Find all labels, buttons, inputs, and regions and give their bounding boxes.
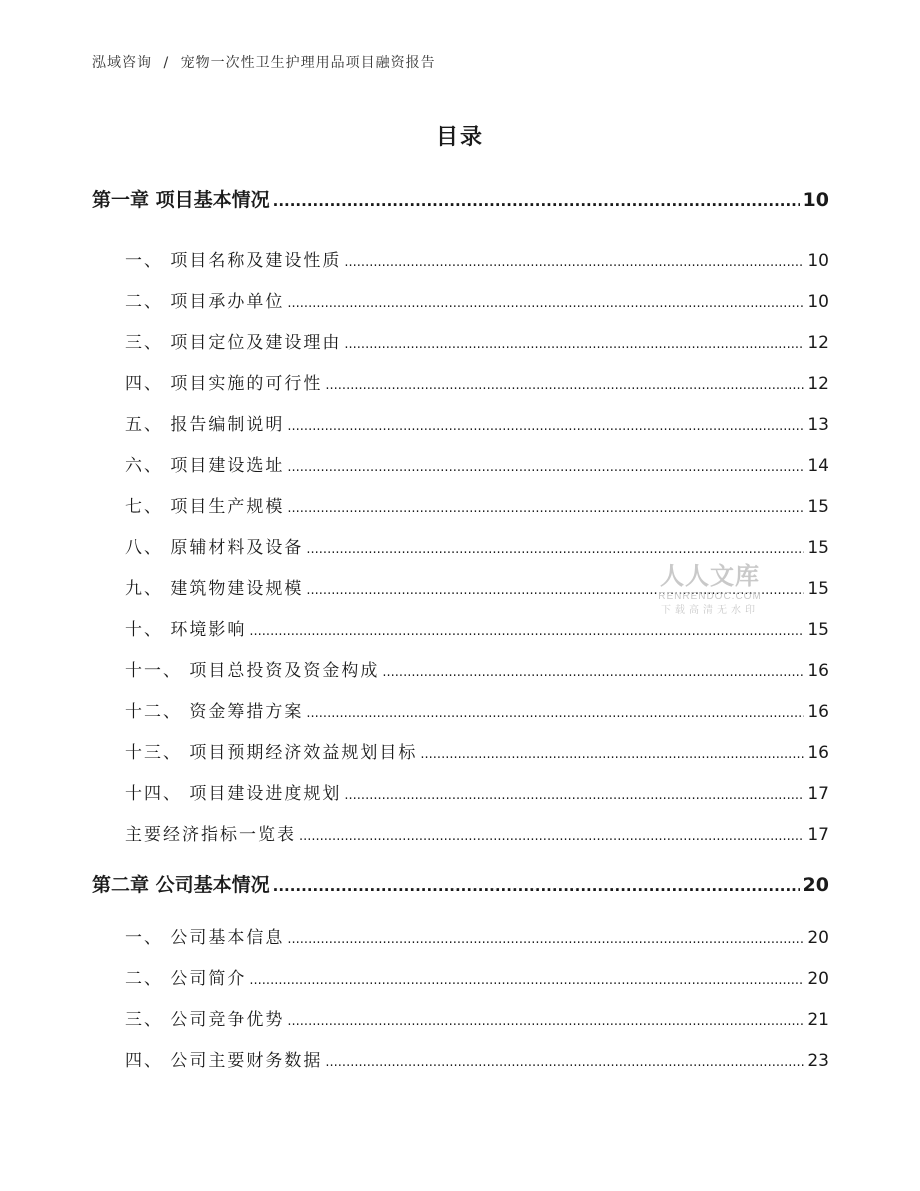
toc-entry-label: 十三、 项目预期经济效益规划目标	[125, 743, 418, 763]
toc-entry-page: 16	[807, 743, 829, 763]
toc-entry-label: 三、 项目定位及建设理由	[125, 333, 342, 353]
toc-leader	[273, 192, 800, 210]
toc-entry-label: 十一、 项目总投资及资金构成	[125, 661, 380, 681]
toc-entry-page: 16	[807, 661, 829, 681]
toc-leader	[306, 542, 804, 557]
toc-leader	[382, 665, 804, 680]
toc-entry-page: 14	[807, 456, 829, 476]
toc-entry-label: 四、 项目实施的可行性	[125, 374, 323, 394]
toc-entry-page: 15	[807, 497, 829, 517]
toc-entry-page: 12	[807, 333, 829, 353]
toc-entry-page: 10	[807, 292, 829, 312]
toc-leader	[344, 337, 804, 352]
toc-entry-label: 六、 项目建设选址	[125, 456, 285, 476]
toc-entry-page: 23	[807, 1051, 829, 1071]
toc-entry-page: 15	[807, 538, 829, 558]
toc-leader	[325, 378, 804, 393]
toc-leader	[325, 1055, 804, 1070]
toc-section[interactable]	[125, 369, 829, 394]
toc-entry-label: 十二、 资金筹措方案	[125, 702, 304, 722]
toc-leader	[273, 877, 800, 895]
header-doc-title: 宠物一次性卫生护理用品项目融资报告	[180, 55, 436, 71]
toc-leader	[249, 973, 804, 988]
toc-entry-page: 16	[807, 702, 829, 722]
toc-section[interactable]	[125, 451, 829, 476]
toc-entry-page: 17	[807, 784, 829, 804]
toc-entry-page: 20	[807, 969, 829, 989]
toc-leader	[420, 747, 804, 762]
page-title: 目录	[435, 125, 484, 150]
toc-entry-page: 10	[802, 189, 829, 211]
toc-entry-page: 10	[807, 251, 829, 271]
toc-entry-label: 二、 公司简介	[125, 969, 247, 989]
toc-section[interactable]	[125, 656, 829, 681]
toc-chapter-2[interactable]	[92, 870, 829, 897]
toc-entry-page: 20	[807, 928, 829, 948]
toc-section[interactable]	[125, 492, 829, 517]
toc-leader	[287, 1014, 804, 1029]
toc-leader	[344, 255, 804, 270]
toc-section[interactable]	[125, 328, 829, 353]
toc-leader	[299, 829, 804, 844]
toc-entry-label: 七、 项目生产规模	[125, 497, 285, 517]
toc-entry-label: 主要经济指标一览表	[125, 825, 296, 845]
toc-entry-label: 第一章 项目基本情况	[92, 189, 270, 211]
toc-entry-label: 一、 公司基本信息	[125, 928, 285, 948]
toc-entry-label: 九、 建筑物建设规模	[125, 579, 304, 599]
toc-entry-page: 15	[807, 579, 829, 599]
toc-section[interactable]	[125, 533, 829, 558]
toc-entry-page: 17	[807, 825, 829, 845]
toc-section[interactable]	[125, 1005, 829, 1030]
watermark-sub: 下载高清无水印	[661, 605, 759, 616]
watermark	[648, 562, 772, 618]
toc-section[interactable]	[125, 964, 829, 989]
toc-leader	[287, 460, 804, 475]
toc-section[interactable]	[125, 287, 829, 312]
toc-entry-label: 十、 环境影响	[125, 620, 247, 640]
toc-entry-label: 四、 公司主要财务数据	[125, 1051, 323, 1071]
toc-leader	[287, 932, 804, 947]
watermark-url: RENRENDOC.COM	[658, 591, 762, 602]
toc-section[interactable]	[125, 1046, 829, 1071]
toc-section[interactable]	[125, 923, 829, 948]
toc-entry-label: 三、 公司竞争优势	[125, 1010, 285, 1030]
toc-entry-page: 15	[807, 620, 829, 640]
toc-leader	[287, 501, 804, 516]
header-company: 泓域咨询	[92, 55, 152, 71]
toc-entry-page: 12	[807, 374, 829, 394]
page-header	[92, 52, 436, 72]
toc-entry-label: 一、 项目名称及建设性质	[125, 251, 342, 271]
toc-leader	[287, 296, 804, 311]
toc-leader	[287, 419, 804, 434]
header-separator: /	[163, 55, 170, 71]
toc-section[interactable]	[125, 738, 829, 763]
toc-section[interactable]	[125, 779, 829, 804]
toc-section[interactable]	[125, 410, 829, 435]
toc-section[interactable]	[125, 697, 829, 722]
toc-leader	[344, 788, 804, 803]
toc-chapter-1[interactable]	[92, 185, 829, 212]
toc-entry-page: 13	[807, 415, 829, 435]
toc-entry-label: 五、 报告编制说明	[125, 415, 285, 435]
toc-entry-label: 第二章 公司基本情况	[92, 874, 270, 896]
toc-leader	[249, 624, 804, 639]
toc-section[interactable]	[125, 820, 829, 845]
toc-section[interactable]	[125, 615, 829, 640]
toc-leader	[306, 706, 804, 721]
toc-entry-page: 21	[807, 1010, 829, 1030]
toc-section[interactable]	[125, 246, 829, 271]
toc-entry-page: 20	[802, 874, 829, 896]
toc-entry-label: 八、 原辅材料及设备	[125, 538, 304, 558]
toc-entry-label: 二、 项目承办单位	[125, 292, 285, 312]
toc-entry-label: 十四、 项目建设进度规划	[125, 784, 342, 804]
watermark-main: 人人文库	[660, 562, 760, 590]
